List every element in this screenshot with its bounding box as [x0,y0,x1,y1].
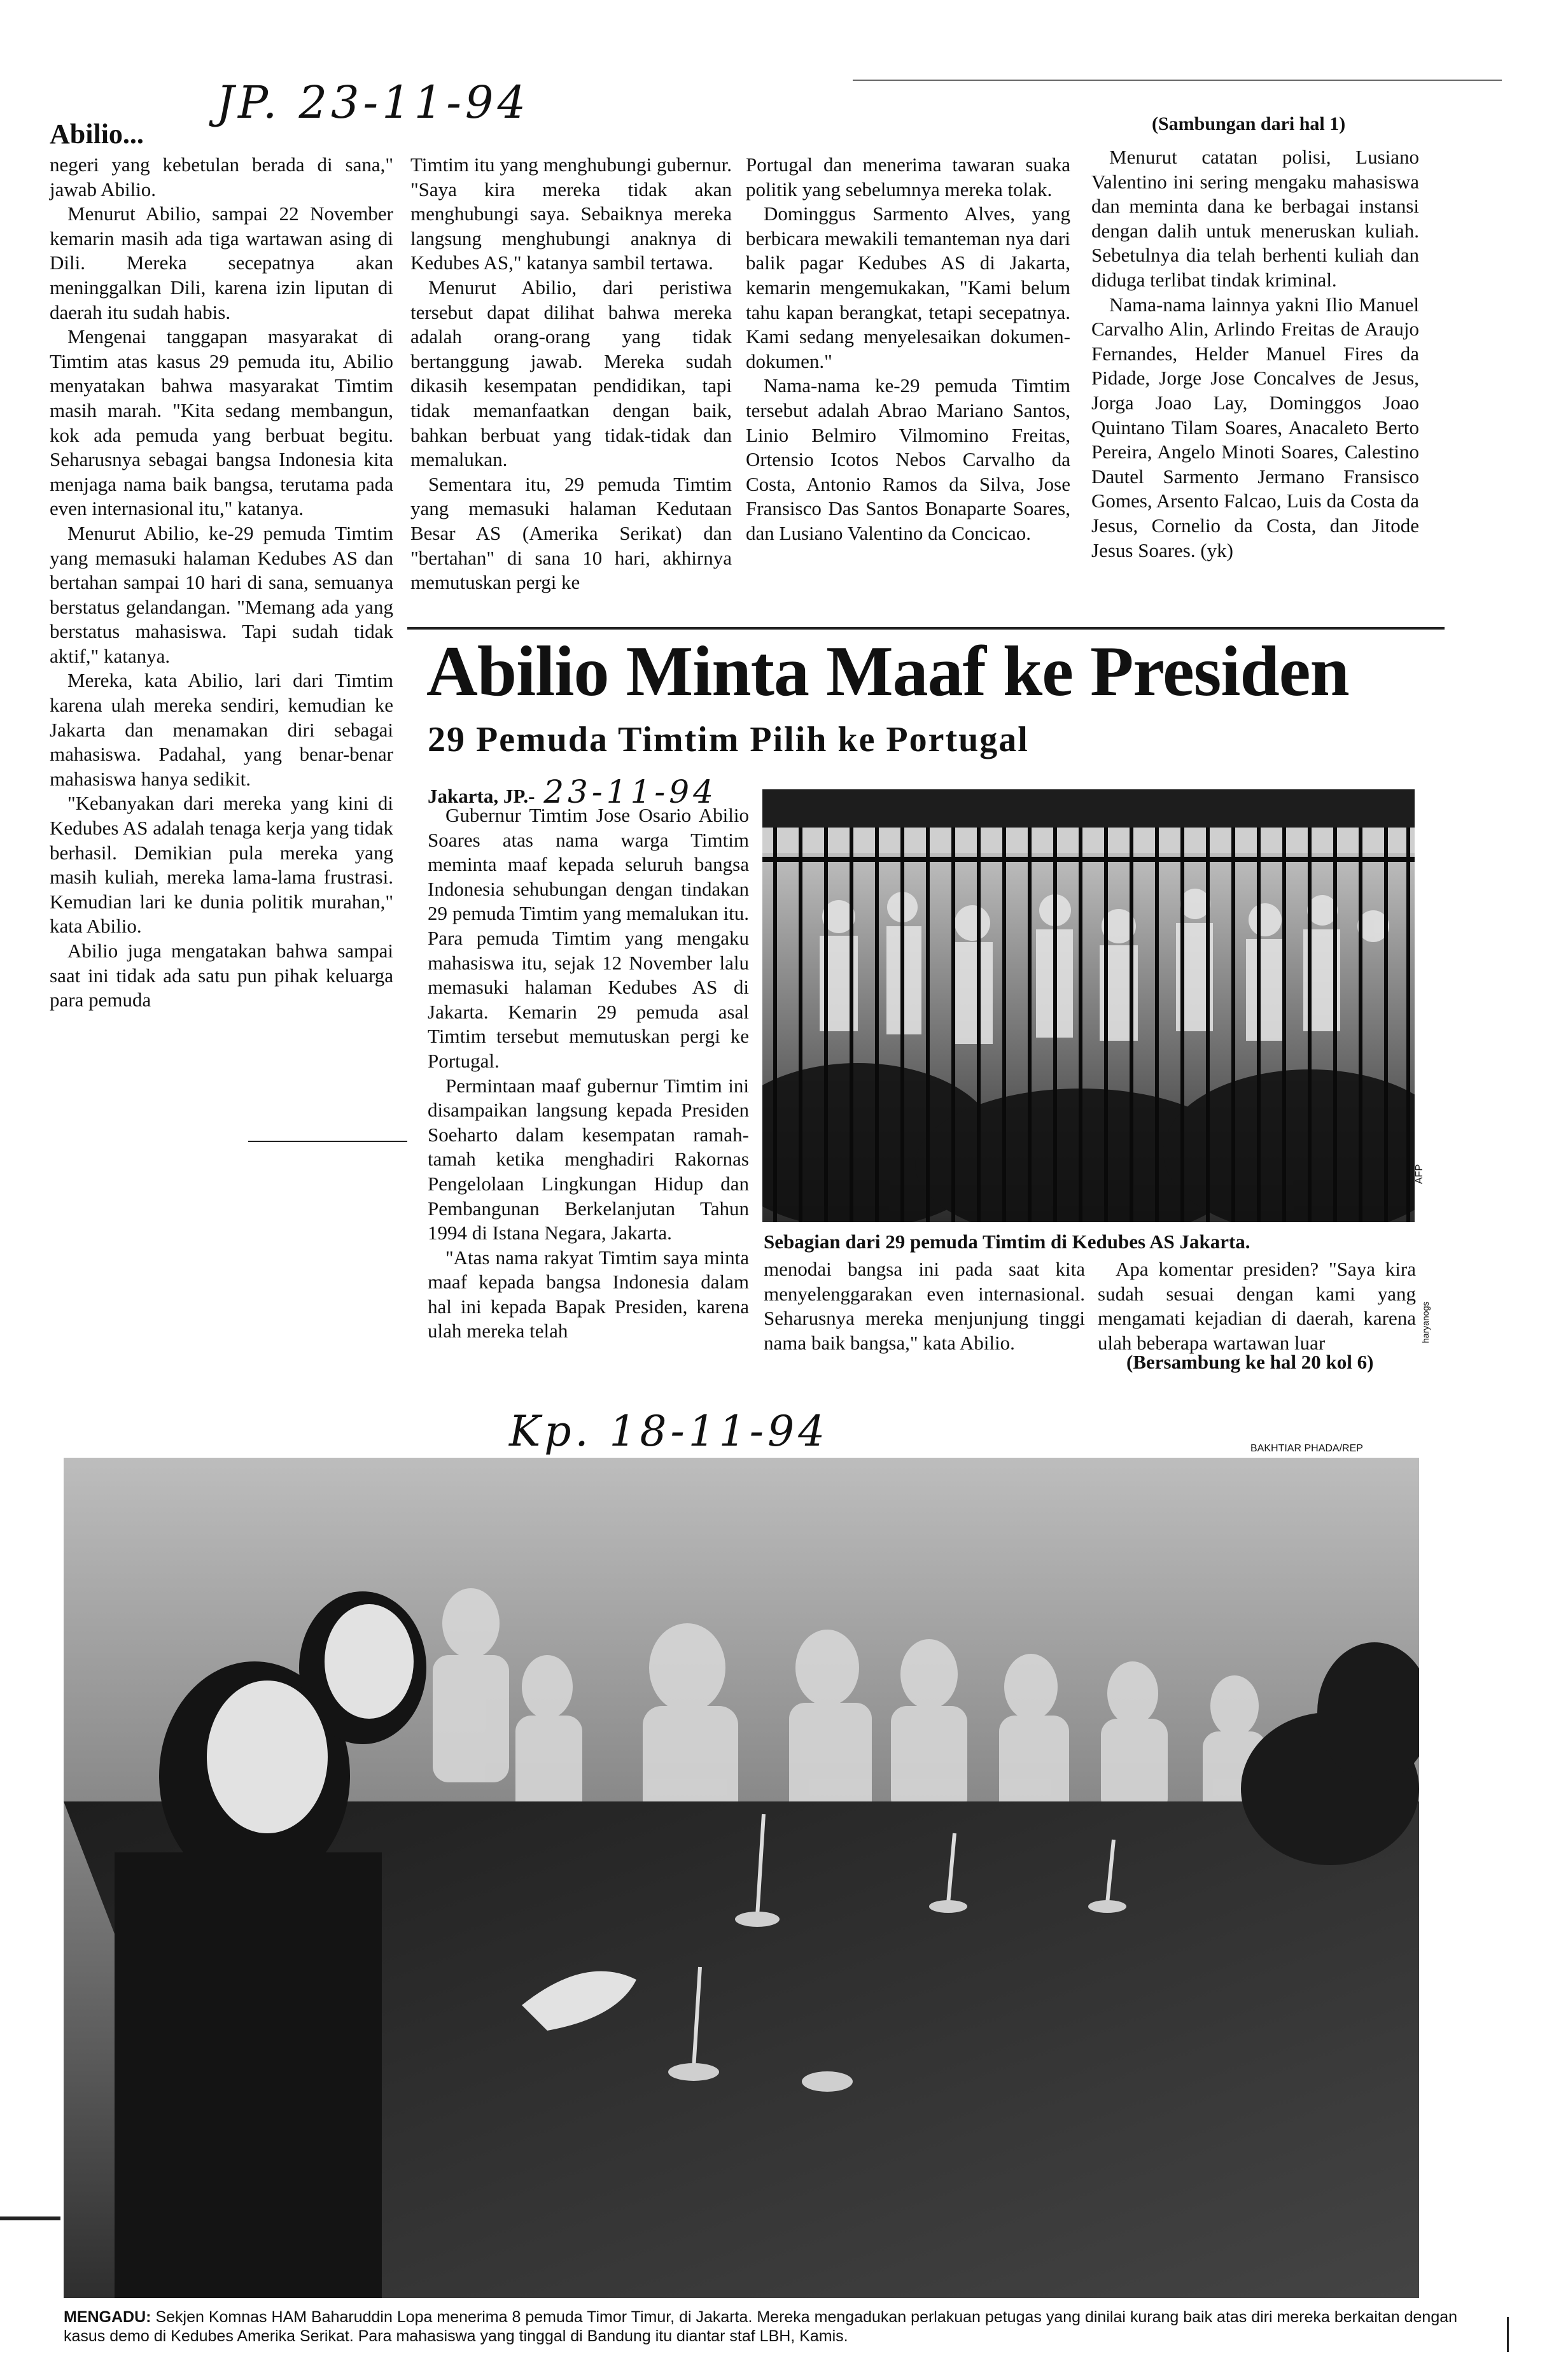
article-col-2 [764,1257,1085,1355]
handwritten-date-top: JP. 23-11-94 [216,76,529,129]
photo-credit-afp: AFP [1414,1164,1425,1184]
paragraph: Abilio juga mengatakan bahwa sampai saat ini tidak ada satu pun pihak keluarga para pemuda [50,940,393,1011]
article-col-3 [1098,1257,1416,1355]
photo-caption: Sebagian dari 29 pemuda Timtim di Kedubes AS Jakarta. [764,1230,1250,1253]
caption-lead: MENGADU: [64,2308,151,2326]
paragraph: Nama-nama ke-29 pemuda Timtim tersebut adalah Abrao Mariano Santos, Linio Belmiro Vilmomino Freitas, Ortensio Icotos Nebos Carvalho da Costa, Antonio Ramos da Silva, Jose Fransisco Das Santos Bonaparte Soares, dan Lusiano Valentino da Concicao. [746,374,1070,544]
continuation-col-3 [746,153,1070,546]
paragraph: Nama-nama lainnya yakni Ilio Manuel Carvalho Alin, Arlindo Freitas de Araujo Fernandes, Helder Manuel Fires da Pidade, Jorge Jose Concalves de Jesus, Jorga Joao Lay, Dominggos Joao Quintano Tilam Soares, Anacaleto Berto Pereira, Angelo Minoti Soares, Calestino Dautel Sarmento Jermano Fransisco Gomes, Arsento Falcao, Luis da Costa da Jesus, Cornelio da Costa, dan Jitode Jesus Soares. (yk) [1091,293,1419,561]
paragraph: Mereka, kata Abilio, lari dari Timtim karena ulah mereka sendiri, kemudian ke Jakarta dan menamakan diri sebagai mahasiswa. Padahal, yang benar-benar mahasiswa hanya sedikit. [50,669,393,790]
headline: Abilio Minta Maaf ke Presiden [426,632,1349,711]
caption-text: Sekjen Komnas HAM Baharuddin Lopa menerima 8 pemuda Timor Timur, di Jakarta. Mereka mengadukan perlakuan petugas yang dinilai kurang baik atas diri mereka berkaitan dengan kasus demo di Kedubes Amerika Serikat. Para mahasiswa yang tinggal di Bandung itu diantar staf LBH, Kamis. [64,2308,1458,2345]
paragraph: Gubernur Timtim Jose Osario Abilio Soares atas nama warga Timtim meminta maaf kepada seluruh bangsa Indonesia sehubungan dengan tindakan 29 pemuda Timtim yang memalukan itu. Para pemuda Timtim yang mengaku mahasiswa itu, sejak 12 November lalu memasuki halaman Kedubes AS di Jakarta. Kemarin 29 pemuda asal Timtim tersebut memutuskan pergi ke Portugal. [428,804,749,1072]
paragraph: "Kebanyakan dari mereka yang kini di Kedubes AS adalah tenaga kerja yang tidak berhasil. Demikian pula mereka yang masih kuliah, mereka lama-lama frustrasi. Kemudian lari ke dunia politik murahan," kata Abilio. [50,792,393,938]
bottom-left-rule [248,1141,407,1142]
paragraph: "Atas nama rakyat Timtim saya minta maaf kepada bangsa Indonesia dalam hal ini kepada Bapak Presiden, karena ulah mereka telah [428,1246,749,1343]
paragraph: Menurut catatan polisi, Lusiano Valentino ini sering mengaku mahasiswa dan meminta dana ke berbagai instansi dengan dalih untuk meneruskan kuliah. Sebetulnya dia telah berhenti kuliah dan diduga terlibat tindak kriminal. [1091,146,1419,291]
paragraph: Menurut Abilio, ke-29 pemuda Timtim yang memasuki halaman Kedubes AS dan bertahan sampai 10 hari di sana, semuanya berstatus gelandangan. "Memang ada yang berstatus mahasiswa. Tapi sudah tidak aktif," katanya. [50,521,393,667]
paragraph: negeri yang kebetulan berada di sana," jawab Abilio. [50,153,393,201]
meeting-photo-image [64,1458,1419,2298]
paragraph: Menurut Abilio, sampai 22 November kemarin masih ada tiga wartawan asing di Dili. Mereka secepatnya akan meninggalkan Dili, karena izin liputan di daerah itu sudah habis. [50,202,393,323]
handwritten-date-bottom: Kp. 18-11-94 [509,1407,829,1456]
paragraph: Permintaan maaf gubernur Timtim ini disampaikan langsung kepada Presiden Soeharto dalam kesempatan ramah-tamah ketika menghadiri Rakornas Pengelolaan Lingkungan Hidup dan Pembangunan Berkelanjutan Tahun 1994 di Istana Negara, Jakarta. [428,1074,749,1244]
fence-photo [762,789,1415,1222]
meeting-photo [64,1458,1419,2298]
paragraph: Portugal dan menerima tawaran suaka politik yang sebelumnya mereka tolak. [746,153,1070,201]
paragraph: Dominggus Sarmento Alves, yang berbicara mewakili temanteman nya dari balik pagar Kedubes AS di Jakarta, kemarin mengemukakan, "Kami belum tahu kapan berangkat, tetapi secepatnya. Kami sedang menyelesaikan dokumen-dokumen." [746,202,1070,372]
continuation-col-2 [410,153,732,595]
side-credit: haryanogs [1420,1301,1431,1343]
right-margin-mark [1507,2317,1509,2352]
headline-rule [407,627,1445,630]
dateline-label: Jakarta, JP.- [428,785,535,807]
paragraph: Timtim itu yang menghubungi gubernur. "Saya kira mereka tidak akan menghubungi saya. Sebaiknya mereka langsung menghubungi anaknya di Kedubes AS," katanya sambil tertawa. [410,153,732,274]
bottom-photo-credit: BAKHTIAR PHADA/REP [1250,1443,1363,1454]
paragraph: Mengenai tanggapan masyarakat di Timtim atas kasus 29 pemuda itu, Abilio menyatakan bahwa masyarakat Timtim masih marah. "Kita sedang membangun, kok ada pemuda yang berbuat begitu. Seharusnya sebagai bangsa Indonesia kita menjaga nama baik bangsa, terutama pada even internasional itu," katanya. [50,325,393,520]
paragraph: Menurut Abilio, dari peristiwa tersebut dapat dilihat bahwa mereka adalah orang-orang yang tidak bertanggung jawab. Mereka sudah dikasih kesempatan pendidikan, tapi tidak memanfaatkan dengan baik, bahkan berbuat yang tidak-tidak dan memalukan. [410,276,732,471]
continuation-col-4-header: (Sambungan dari hal 1) [1152,113,1346,134]
handwritten-dateline: 23-11-94 [543,773,717,810]
paragraph: Apa komentar presiden? "Saya kira sudah sesuai dengan kami yang mengamati kejadian di daerah, karena ulah beberapa wartawan luar [1098,1258,1416,1354]
paragraph: Sementara itu, 29 pemuda Timtim yang memasuki halaman Kedutaan Besar AS (Amerika Serikat) dan "bertahan" di sana 10 hari, akhirnya memutuskan pergi ke [410,472,732,594]
subheadline: 29 Pemuda Timtim Pilih ke Portugal [428,720,1029,759]
top-rule [853,80,1502,81]
article-col-1 [428,803,749,1344]
continuation-header: Abilio... [50,118,144,150]
fence-photo-image [762,789,1415,1222]
paragraph: menodai bangsa ini pada saat kita menyelenggarakan even internasional. Seharusnya mereka menjunjung tinggi nama baik bangsa," kata Abilio. [764,1258,1085,1354]
bottom-photo-caption [64,2308,1483,2346]
continuation-col-1 [50,153,393,1013]
continued-notice: (Bersambung ke hal 20 kol 6) [1126,1351,1374,1373]
margin-mark [0,2216,60,2220]
continuation-col-4 [1091,145,1419,563]
